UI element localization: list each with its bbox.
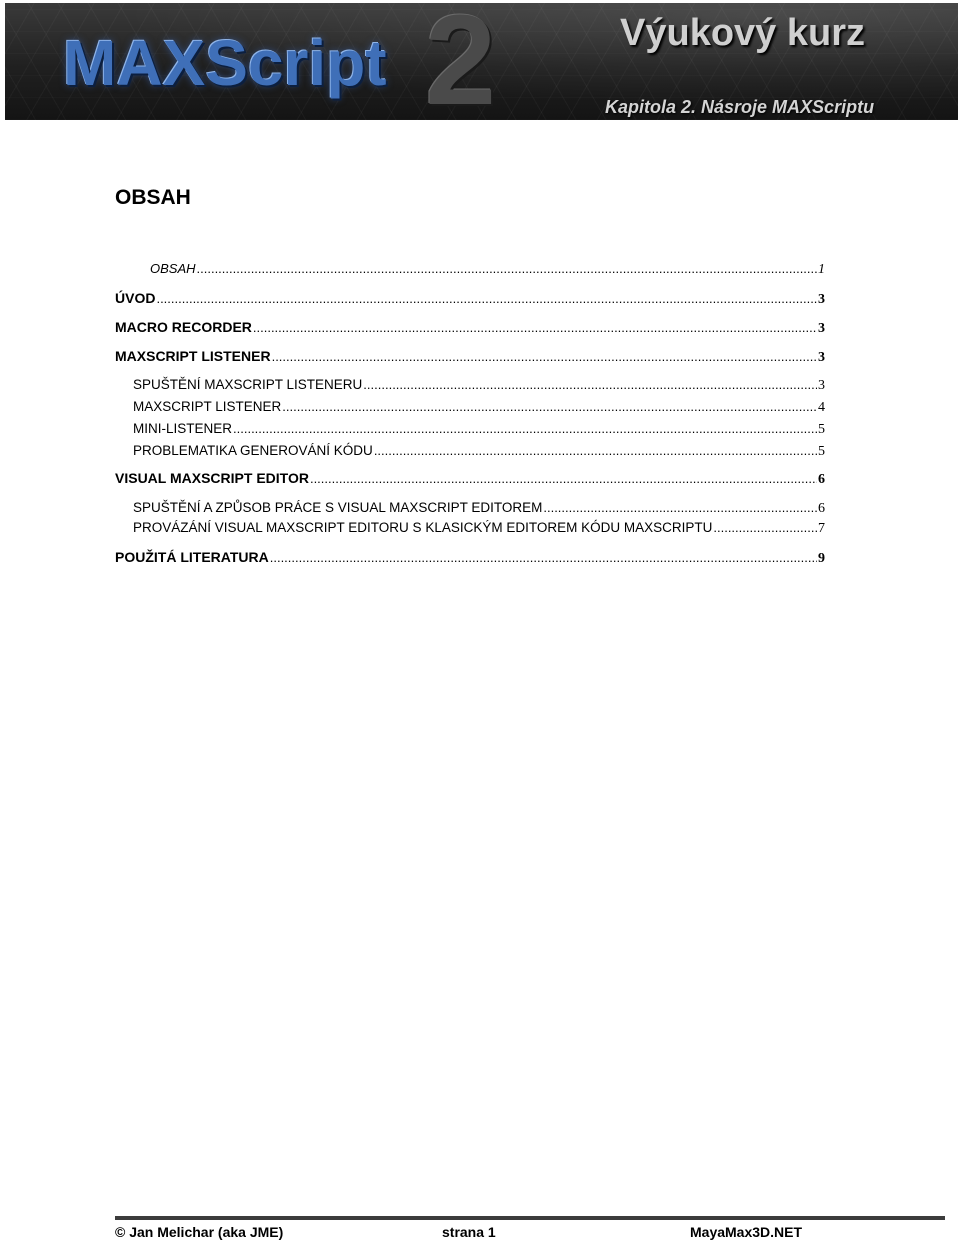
toc-entry-page: 3 xyxy=(818,378,825,393)
dot-leader xyxy=(282,399,817,415)
toc-entry-obsah[interactable] xyxy=(150,261,825,278)
chapter-number: 2 xyxy=(425,3,497,120)
toc-entry-title: ÚVOD xyxy=(115,290,156,306)
dot-leader xyxy=(253,320,817,336)
dot-leader xyxy=(543,500,817,516)
toc-entry-page: 9 xyxy=(818,551,825,566)
toc-entry-title: SPUŠTĚNÍ A ZPŮSOB PRÁCE S VISUAL MAXSCRIPT EDITOREM xyxy=(133,500,543,515)
toc-entry-provazani[interactable] xyxy=(133,520,825,537)
chapter-subtitle: Kapitola 2. Násroje MAXScriptu xyxy=(605,97,875,117)
toc-entry-page: 3 xyxy=(818,292,825,307)
toc-entry-macro-recorder[interactable] xyxy=(115,319,825,337)
dot-leader xyxy=(233,421,817,437)
toc-entry-pouzita-literatura[interactable] xyxy=(115,549,825,567)
toc-entry-uvod[interactable] xyxy=(115,290,825,308)
footer-author: © Jan Melichar (aka JME) xyxy=(115,1224,284,1240)
toc-entry-title: PROVÁZÁNÍ VISUAL MAXSCRIPT EDITORU S KLASICKÝM EDITOREM KÓDU MAXSCRIPTU xyxy=(133,520,713,535)
toc-entry-title: VISUAL MAXSCRIPT EDITOR xyxy=(115,470,309,486)
toc-entry-title: PROBLEMATIKA GENEROVÁNÍ KÓDU xyxy=(133,443,373,458)
dot-leader xyxy=(310,471,817,487)
toc-entry-page: 3 xyxy=(818,350,825,365)
toc-entry-page: 5 xyxy=(818,422,825,437)
header-banner xyxy=(5,3,958,120)
dot-leader xyxy=(270,550,817,566)
dot-leader xyxy=(272,349,817,365)
toc-entry-title: SPUŠTĚNÍ MAXSCRIPT LISTENERU xyxy=(133,377,363,392)
toc-entry-page: 6 xyxy=(818,501,825,516)
course-title: Výukový kurz xyxy=(620,12,865,54)
dot-leader xyxy=(363,377,817,393)
toc-entry-spusteni-vme[interactable] xyxy=(133,500,825,517)
toc-entry-title: POUŽITÁ LITERATURA xyxy=(115,549,269,565)
toc-entry-title: OBSAH xyxy=(150,261,196,276)
toc-entry-spusteni-listeneru[interactable] xyxy=(133,377,825,394)
toc-entry-title: MACRO RECORDER xyxy=(115,319,252,335)
toc-entry-maxscript-listener[interactable] xyxy=(115,348,825,366)
toc-entry-page: 5 xyxy=(818,444,825,459)
toc-entry-mini-listener[interactable] xyxy=(133,421,825,438)
toc-entry-page: 3 xyxy=(818,321,825,336)
toc-entry-page: 6 xyxy=(818,472,825,487)
dot-leader xyxy=(197,261,817,277)
toc-heading: OBSAH xyxy=(115,186,191,209)
toc-entry-page: 1 xyxy=(818,262,825,277)
toc-entry-title: MINI-LISTENER xyxy=(133,421,233,436)
toc-entry-problematika[interactable] xyxy=(133,443,825,460)
dot-leader xyxy=(156,291,817,307)
toc-entry-title: MAXSCRIPT LISTENER xyxy=(115,348,271,364)
footer-site: MayaMax3D.NET xyxy=(690,1224,803,1240)
footer-rule xyxy=(115,1216,945,1220)
dot-leader xyxy=(374,443,817,459)
toc-entry-maxscript-listener-sub[interactable] xyxy=(133,399,825,416)
dot-leader xyxy=(713,520,817,536)
toc-entry-visual-maxscript-editor[interactable] xyxy=(115,470,825,488)
footer-page-number: strana 1 xyxy=(442,1224,496,1240)
toc-entry-page: 4 xyxy=(818,400,825,415)
toc-entry-title: MAXSCRIPT LISTENER xyxy=(133,399,282,414)
maxscript-logo: MAXScript xyxy=(63,27,387,99)
toc-entry-page: 7 xyxy=(818,521,825,536)
